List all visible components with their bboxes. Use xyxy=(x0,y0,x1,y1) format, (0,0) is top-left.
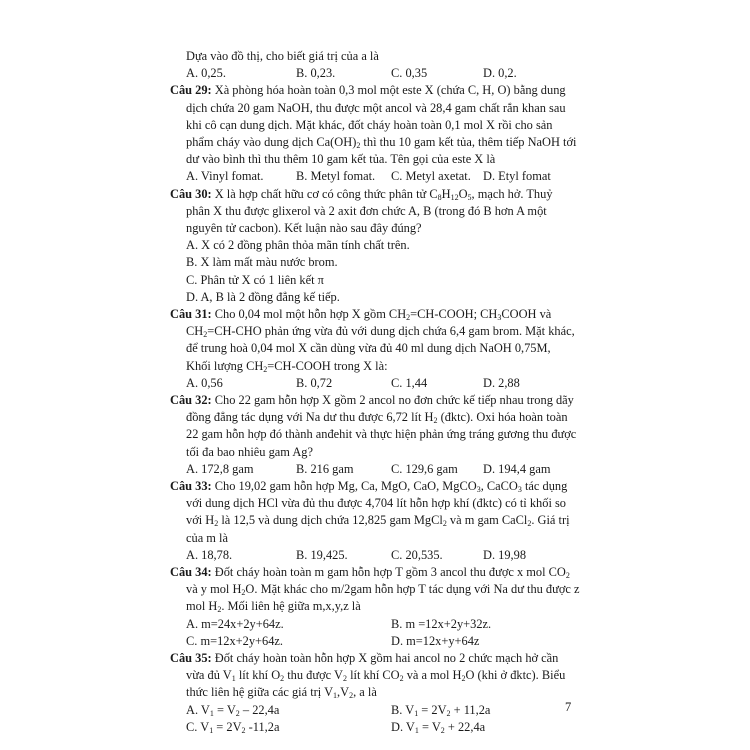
question-30-first-line xyxy=(170,186,592,203)
intro-text: Dựa vào đồ thị, cho biết giá trị của a là xyxy=(186,49,379,63)
question-35-first-line xyxy=(170,650,592,667)
intro-options xyxy=(170,65,592,82)
option-b: B. Metyl fomat. xyxy=(296,169,376,184)
question-35-options-row-1 xyxy=(170,702,592,719)
question-text: Xà phòng hóa hoàn toàn 0,3 mol một este X (chứa C, H, O) bằng dung xyxy=(211,83,566,98)
question-text: vừa đủ $V_1$ lít khí $O_2$ thu được $V_2$ lít khí $CO_2$ và a mol $H_2O$ (khi ở đktc). Biểu xyxy=(186,668,566,684)
option-c: C. m=12x+2y+64z. xyxy=(186,633,284,648)
question-text: nguyên tử cacbon). Kết luận nào sau đây đúng? xyxy=(186,221,422,235)
option-b: B. X làm mất màu nước brom. xyxy=(186,255,338,270)
page-number: 7 xyxy=(565,700,572,714)
option-c: C. 20,535. xyxy=(391,547,443,562)
option-b: B. m =12x+2y+32z. xyxy=(391,616,492,631)
question-text: mol $H_2$. Mối liên hệ giữa m,x,y,z là xyxy=(186,599,361,615)
option-d: D. 19,98 xyxy=(483,547,527,562)
question-text: Đốt cháy hoàn toàn hỗn hợp X gồm hai ancol no 2 chức mạch hở cần xyxy=(211,651,559,665)
question-34-first-line xyxy=(170,564,592,581)
question-text: $CH_2=CH$-CHO phản ứng vừa đủ với dung dịch chứa 6,4 gam brom. Mặt khác, xyxy=(186,324,575,340)
option-d: D. A, B là 2 đồng đẳng kế tiếp. xyxy=(186,289,340,304)
option-a: A. 172,8 gam xyxy=(186,461,254,476)
question-text: X là hợp chất hữu cơ có công thức phân tử $C_8H_{12}O_5$, mạch hở. Thuỷ xyxy=(211,186,553,202)
option-d: D. m=12x+y+64z xyxy=(391,633,480,648)
question-text: và y mol $H_2O$. Mặt khác cho m/2gam hỗn hợp T tác dụng với Na dư thu được z xyxy=(186,582,580,598)
question-label: Câu 35: xyxy=(170,651,212,665)
question-text: dịch chứa 20 gam NaOH, thu được một ancol và 28,4 gam chất rắn khan sau xyxy=(186,100,566,115)
question-29-options xyxy=(170,168,592,185)
option-a: A. X có 2 đồng phân thỏa mãn tính chất trên. xyxy=(186,238,410,253)
option-a: A. 0,56 xyxy=(186,375,223,390)
option-a: A. m=24x+2y+64z. xyxy=(186,616,284,631)
question-label: Câu 34: xyxy=(170,565,212,580)
question-32-options xyxy=(170,461,592,478)
question-32-first-line xyxy=(170,392,592,409)
option-d: D. Etyl fomat xyxy=(483,169,551,184)
question-29-first-line xyxy=(170,82,592,99)
question-text: Cho 0,04 mol một hỗn hợp X gồm $CH_2=CH$-COOH; $CH_3COOH$ và xyxy=(211,307,552,323)
question-33-first-line xyxy=(170,478,592,495)
page-content xyxy=(170,48,592,736)
option-d: D. $V_1 = V_2 + 22,4a$ xyxy=(391,719,486,735)
question-text: dư vào bình thì thu thêm 10 gam kết tủa. Tên gọi của este X là xyxy=(186,152,496,167)
question-text: với dung dịch HCl vừa đủ thu được 4,704 lít hỗn hợp khí (đktc) có tỉ khối so xyxy=(186,496,566,511)
question-33-options xyxy=(170,547,592,564)
option-a: A. Vinyl fomat. xyxy=(186,169,264,184)
question-text: thức liên hệ giữa các giá trị $V_1,V_2$, a là xyxy=(186,685,377,701)
question-label: Câu 30: xyxy=(170,186,212,201)
question-label: Câu 32: xyxy=(170,393,212,408)
option-c: C. $V_1 = 2V_2$ -11,2a xyxy=(186,719,280,735)
question-text: phân X thu được glixerol và 2 axit đơn chức A, B (trong đó B hơn A một xyxy=(186,203,547,218)
option-d: D. 2,88 xyxy=(483,375,520,390)
question-text: Cho 19,02 gam hỗn hợp Mg, Ca, MgO, CaO, MgCO$_3$, CaCO$_3$ tác dụng xyxy=(211,479,568,495)
question-text: Cho 22 gam hỗn hợp X gồm 2 ancol no đơn chức kế tiếp nhau trong dãy xyxy=(211,393,574,408)
question-text: đồng đẳng tác dụng với Na dư thu được 6,72 lít $H_2$ (đktc). Oxi hóa hoàn toàn xyxy=(186,410,568,426)
question-31-first-line xyxy=(170,306,592,323)
option-a: A. 0,25. xyxy=(186,66,226,81)
question-34-options-row-1 xyxy=(170,616,592,633)
option-c: C. 129,6 gam xyxy=(391,461,458,476)
question-text: 22 gam hỗn hợp đó thành anđehit và thực hiện phản ứng tráng gương thu được xyxy=(186,427,577,442)
option-a: A. $V_1 = V_2 - 22,4a$ xyxy=(186,702,280,718)
option-b: B. 19,425. xyxy=(296,547,348,562)
question-label: Câu 29: xyxy=(170,83,212,98)
question-text: với $H_2$ là 12,5 và dung dịch chứa 12,825 gam MgCl$_2$ và m gam CaCl$_2$. Giá trị xyxy=(186,513,570,529)
option-c: C. Metyl axetat. xyxy=(391,169,471,184)
question-text: tối đa bao nhiêu gam Ag? xyxy=(186,444,313,459)
question-34-options-row-2 xyxy=(170,633,592,650)
option-c: C. 0,35 xyxy=(391,66,428,81)
option-d: D. 194,4 gam xyxy=(483,461,551,476)
question-label: Câu 31: xyxy=(170,307,212,322)
option-b: B. $V_1 = 2V_2 + 11,2a$ xyxy=(391,702,491,718)
option-c: C. 1,44 xyxy=(391,375,428,390)
question-text: Đốt cháy hoàn toàn m gam hỗn hợp T gồm 3 ancol thu được x mol $CO_2$ xyxy=(211,565,570,581)
question-31-options xyxy=(170,375,592,392)
question-text: để trung hoà 0,04 mol X cần dùng vừa đủ 40 ml dung dịch NaOH 0,75M, xyxy=(186,341,551,356)
option-b: B. 0,72 xyxy=(296,375,333,390)
question-text: Khối lượng $CH_2=CH$-COOH trong X là: xyxy=(186,358,388,374)
option-b: B. 0,23. xyxy=(296,66,336,81)
question-text: phẩm cháy vào dung dịch $Ca(OH)_2$ thì thu 10 gam kết tủa, thêm tiếp NaOH tới xyxy=(186,135,577,150)
option-c: C. Phân tử X có 1 liên kết π xyxy=(186,272,324,287)
question-label: Câu 33: xyxy=(170,479,212,494)
option-a: A. 18,78. xyxy=(186,547,233,562)
question-text: của m là xyxy=(186,530,228,545)
option-d: D. 0,2. xyxy=(483,66,517,81)
question-text: khi cô cạn dung dịch. Mặt khác, đốt cháy hoàn toàn 0,1 mol X rồi cho sản xyxy=(186,117,553,132)
option-b: B. 216 gam xyxy=(296,461,354,476)
question-35-options-row-2 xyxy=(170,719,592,736)
